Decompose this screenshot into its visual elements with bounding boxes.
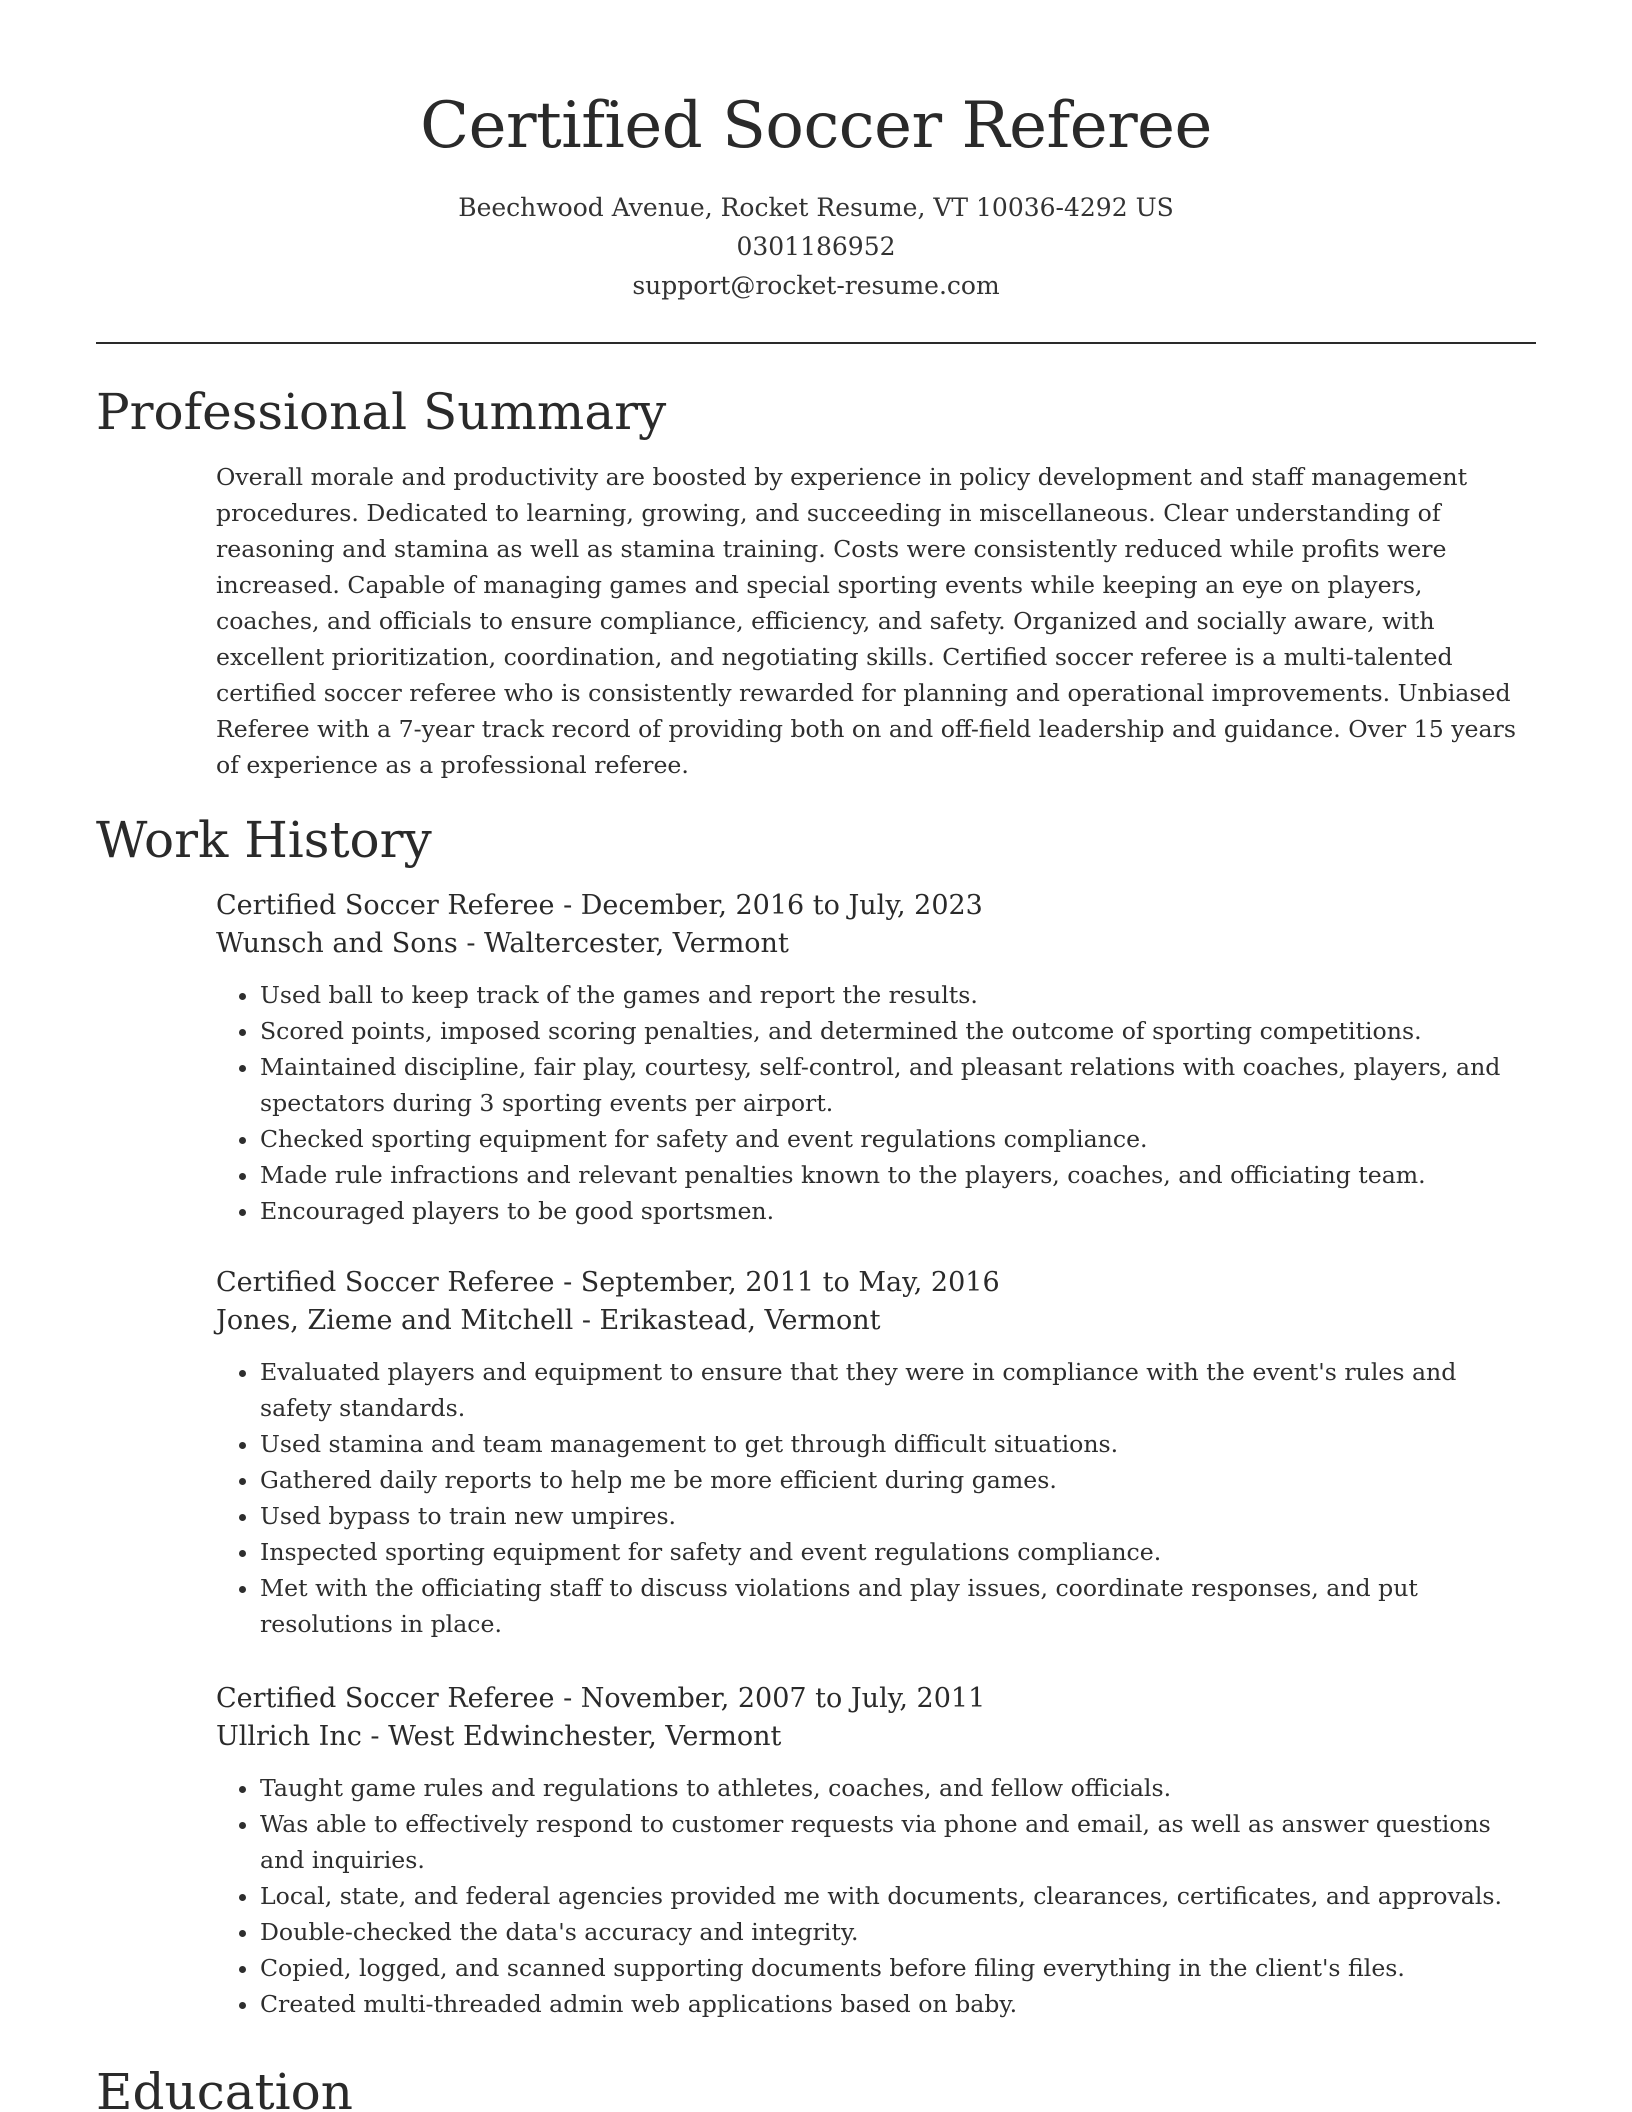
job-dates: - December, 2016 to July, 2023 — [554, 890, 983, 921]
job-company-line — [216, 1302, 1526, 1340]
job-dates: - September, 2011 to May, 2016 — [554, 1267, 1000, 1298]
bullet-item: • Checked sporting equipment for safety and event regulations compliance. — [260, 1121, 1526, 1157]
contact-block — [0, 188, 1632, 305]
job-title-line — [216, 1680, 1526, 1718]
bullet-item: • Was able to effectively respond to customer requests via phone and email, as well as answer questions and inquiries. — [260, 1806, 1526, 1878]
bullet-item: • Local, state, and federal agencies provided me with documents, clearances, certificates, and approvals. — [260, 1878, 1526, 1914]
bullet-item: • Used ball to keep track of the games and report the results. — [260, 977, 1526, 1013]
candidate-name: Certified Soccer Referee — [420, 89, 1212, 163]
work-history-heading: Work History — [96, 811, 432, 869]
resume-header — [0, 82, 1632, 305]
job-company-line — [216, 925, 1526, 963]
job-company-line — [216, 1718, 1526, 1756]
address-line: Beechwood Avenue, Rocket Resume, VT 10036-4292 US — [458, 193, 1174, 222]
job-entry-2 — [216, 1264, 1526, 1642]
education-heading: Education — [96, 2063, 353, 2112]
bullet-item: • Copied, logged, and scanned supporting documents before filing everything in the client's files. — [260, 1950, 1526, 1986]
job-entry-3 — [216, 1680, 1526, 2022]
job-title-line — [216, 887, 1526, 925]
email-line: support@rocket-resume.com — [632, 271, 1000, 300]
job-title-line — [216, 1264, 1526, 1302]
header-divider — [96, 342, 1536, 344]
job-role: Certified Soccer Referee — [216, 890, 555, 921]
job-company: Ullrich Inc — [216, 1721, 362, 1752]
bullet-item: • Met with the officiating staff to discuss violations and play issues, coordinate responses, and put resolutions in place. — [260, 1570, 1526, 1642]
job-company: Jones, Zieme and Mitchell — [216, 1305, 574, 1336]
bullet-item: • Encouraged players to be good sportsmen. — [260, 1193, 1526, 1229]
bullet-item: • Maintained discipline, fair play, courtesy, self-control, and pleasant relations with coaches, players, and spectators during 3 sporting events per airport. — [260, 1049, 1526, 1121]
bullet-item: • Used stamina and team management to get through difficult situations. — [260, 1426, 1526, 1462]
bullet-item: • Double-checked the data's accuracy and integrity. — [260, 1914, 1526, 1950]
job-bullets — [216, 1354, 1526, 1642]
job-bullets — [216, 1770, 1526, 2022]
bullet-item: • Gathered daily reports to help me be more efficient during games. — [260, 1462, 1526, 1498]
bullet-item: • Taught game rules and regulations to athletes, coaches, and fellow officials. — [260, 1770, 1526, 1806]
bullet-item: • Scored points, imposed scoring penalties, and determined the outcome of sporting competitions. — [260, 1013, 1526, 1049]
job-location: - West Edwinchester, Vermont — [361, 1721, 782, 1752]
bullet-item: • Used bypass to train new umpires. — [260, 1498, 1526, 1534]
bullet-item: • Evaluated players and equipment to ensure that they were in compliance with the event's rules and safety standards. — [260, 1354, 1526, 1426]
bullet-item: • Created multi-threaded admin web applications based on baby. — [260, 1986, 1526, 2022]
summary-heading: Professional Summary — [96, 383, 667, 441]
job-bullets — [216, 977, 1526, 1229]
job-location: - Waltercester, Vermont — [457, 928, 789, 959]
job-company: Wunsch and Sons — [216, 928, 458, 959]
bullet-item: • Inspected sporting equipment for safety and event regulations compliance. — [260, 1534, 1526, 1570]
job-role: Certified Soccer Referee — [216, 1683, 555, 1714]
summary-text: Overall morale and productivity are boosted by experience in policy development and staff management procedures. Dedicated to learning, growing, and succeeding in miscellaneous. Clear understanding of reasoning and stamina as well as stamina training. Costs were consistently reduced while profits were increased. Capable of managing games and special sporting events while keeping an eye on players, coaches, and officials to ensure compliance, efficiency, and safety. Organized and socially aware, with excellent prioritization, coordination, and negotiating skills. Certified soccer referee is a multi-talented certified soccer referee who is consistently rewarded for planning and operational improvements. Unbiased Referee with a 7-year track record of providing both on and off-field leadership and guidance. Over 15 years of experience as a professional referee. — [216, 463, 1516, 779]
bullet-item: • Made rule infractions and relevant penalties known to the players, coaches, and officiating team. — [260, 1157, 1526, 1193]
phone-line: 0301186952 — [736, 232, 896, 261]
job-dates: - November, 2007 to July, 2011 — [554, 1683, 986, 1714]
job-location: - Erikastead, Vermont — [573, 1305, 881, 1336]
job-role: Certified Soccer Referee — [216, 1267, 555, 1298]
job-entry-1 — [216, 887, 1526, 1229]
